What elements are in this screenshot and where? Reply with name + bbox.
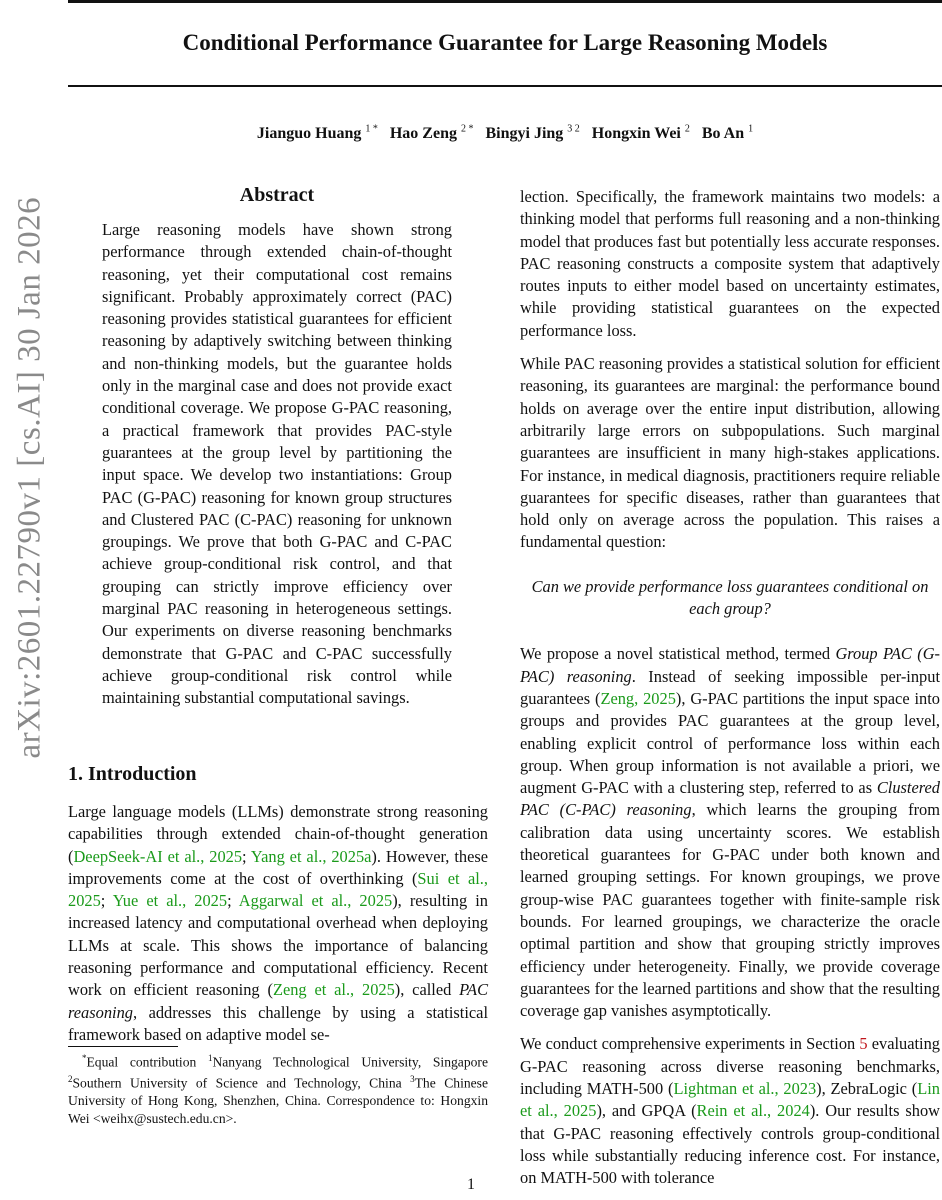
introduction-body (68, 801, 488, 1046)
title-rule (68, 85, 942, 87)
text-span: ; (100, 891, 113, 911)
abstract-body (102, 219, 452, 710)
text-span: ). However, these improvements come at the cost of overthinking ( (68, 846, 488, 888)
text-span: ; (227, 891, 239, 911)
author-affiliation: 1 (748, 124, 754, 135)
text-span: . Instead of seeking impossible per-input guarantees ( (520, 666, 941, 708)
citation-link[interactable]: Rein et al., 2024 (696, 1101, 810, 1121)
text-span: evaluating G-PAC reasoning across diverse reasoning benchmarks, including MATH-500 ( (520, 1034, 940, 1098)
text-span: Large language models (LLMs) demonstrate strong reasoning capabilities through extended chain-of-thought generation ( (68, 802, 488, 866)
paragraph (102, 219, 452, 710)
text-span: ; (242, 846, 251, 866)
author-affiliation: 2 * (460, 124, 474, 135)
top-rule (68, 0, 942, 3)
author-list (68, 124, 942, 143)
emphasis-text: Clustered PAC (C-PAC) reasoning (520, 778, 940, 820)
paragraph (520, 1033, 940, 1189)
text-span: We propose a novel statistical method, termed (520, 644, 836, 664)
text-span: , addresses this challenge by using a statistical framework based on adaptive model se- (68, 1002, 488, 1044)
text-span: ), resulting in increased latency and computational overhead when deploying LLMs at scale. This shows the importance of balancing reasoning performance and computational efficiency. Recent work on efficient reasoning ( (68, 891, 488, 1000)
text-span: Equal contribution (86, 1054, 208, 1070)
paragraph (520, 643, 940, 1022)
affiliation-marker: 2 (68, 1074, 73, 1085)
introduction-heading: 1. Introduction (68, 763, 197, 785)
arxiv-watermark: arXiv:2601.22790v1 [cs.AI] 30 Jan 2026 (11, 196, 48, 759)
author-name: Hao Zeng (389, 125, 457, 143)
right-column (520, 186, 940, 1200)
text-span: ), G-PAC partitions the input space into groups and provides PAC guarantees at the group level, enabling explicit control of performance loss within each group. When group information is not available a priori, we augment G-PAC with a clustering step, referred to as (520, 688, 940, 798)
paper-title: Conditional Performance Guarantee for Large Reasoning Models (182, 30, 828, 55)
author (257, 125, 378, 142)
affiliation-marker: * (82, 1053, 87, 1063)
citation-link[interactable]: Yang et al., 2025a (250, 846, 372, 866)
citation-link[interactable]: Lightman et al., 2023 (673, 1078, 817, 1098)
text-span: While PAC reasoning provides a statistical solution for efficient reasoning, its guarantees are marginal: the performance bound holds on average over the entire input distribution, allowing arbitrarily large errors on subpopulations. Such marginal guarantees are insufficient in many high-stakes applications. For instance, in medical diagnosis, practitioners require reliable guarantees for specific diseases, rather than guarantees that hold only on average across the population. This raises a fundamental question: (520, 354, 940, 552)
author-name: Hongxin Wei (591, 125, 681, 143)
text-span: Southern University of Science and Technology, China (72, 1075, 411, 1091)
citation-link[interactable]: Sui et al., 2025 (68, 868, 488, 911)
text-span: Large reasoning models have shown strong performance through extended chain-of-thought reasoning, yet their computational cost remains significant. Probably approximately correct (PAC) reasoning provides statistical guarantees for efficient reasoning by adaptively switching between thinking and non-thinking models, but the guarantee holds only in the marginal case and does not provide exact conditional coverage. We propose G-PAC reasoning, a practical framework that provides PAC-style guarantees at the group level by partitioning the input space. We develop two instantiations: Group PAC (G-PAC) reasoning for known group structures and Clustered PAC (C-PAC) reasoning for unknown groupings. We prove that both G-PAC and C-PAC achieve group-conditional risk control, and that grouping can strictly improve efficiency over marginal PAC reasoning in heterogeneous settings. Our experiments on diverse reasoning benchmarks demonstrate that G-PAC and C-PAC successfully achieve group-conditional risk control while maintaining substantial computational savings. (102, 220, 452, 708)
emphasis-text: PAC reasoning (68, 980, 488, 1022)
text-span: , which learns the grouping from calibration data using uncertainty scores. We establish theoretical guarantees for G-PAC under both known and learned grouping settings. For known groupings, we prove group-wise PAC guarantees together with finite-sample risk bounds. For learned groupings, we characterize the oracle optimal partition and show that grouping strictly improves efficiency under heterogeneity. Finally, we provide coverage guarantees for the learned partitions and show that the resulting coverage gap vanishes asymptotically. (520, 800, 940, 1021)
author-name: Jianguo Huang (256, 125, 362, 143)
text-span: ). Our results show that G-PAC reasoning effectively controls group-conditional loss while substantially reducing inference cost. For instance, on MATH-500 with tolerance (520, 1101, 940, 1188)
author (485, 125, 579, 142)
citation-link[interactable]: Zeng, 2025 (600, 688, 676, 708)
citation-link[interactable]: Lin et al., 2025 (520, 1078, 940, 1121)
text-span: Nanyang Technological University, Singapore (212, 1054, 488, 1070)
citation-link[interactable]: Zeng et al., 2025 (272, 980, 395, 1000)
text-span: The Chinese University of Hong Kong, Shenzhen, China. Correspondence to: Hongxin Wei <weihx@sustech.edu.cn>. (68, 1075, 489, 1126)
author-name: Bo An (701, 125, 745, 143)
author (390, 125, 474, 142)
text-span: ), and GPQA ( (596, 1101, 697, 1121)
text-span: We conduct comprehensive experiments in Section (520, 1034, 860, 1054)
affiliation-marker: 3 (410, 1074, 415, 1085)
text-span: ), ZebraLogic ( (816, 1078, 918, 1098)
footnote-rule (68, 1046, 178, 1047)
author-affiliation: 3 2 (567, 124, 580, 135)
author (702, 125, 753, 142)
footnote (68, 1050, 488, 1127)
author-affiliation: 1 * (365, 124, 378, 135)
author (592, 125, 690, 142)
research-question: Can we provide performance loss guarantees conditional on each group? (531, 576, 929, 619)
paragraph (520, 186, 940, 342)
author-affiliation: 2 (684, 124, 690, 135)
paragraph (520, 353, 940, 554)
citation-link[interactable]: Aggarwal et al., 2025 (238, 891, 393, 911)
citation-link[interactable]: DeepSeek-AI et al., 2025 (73, 846, 243, 866)
affiliation-marker: 1 (207, 1053, 213, 1063)
paragraph (68, 801, 488, 1046)
text-span: ), called (394, 980, 460, 1000)
section-reference-link[interactable]: 5 (859, 1034, 868, 1054)
citation-link[interactable]: Yue et al., 2025 (112, 891, 228, 911)
emphasis-text: Group PAC (G-PAC) reasoning (520, 644, 941, 686)
text-span: lection. Specifically, the framework maintains two models: a thinking model that performs full reasoning and a non-thinking model that produces fast but potentially less accurate responses. PAC reasoning constructs a composite system that adaptively routes inputs to either model based on uncertainty estimates, while providing statistical guarantees on the expected performance loss. (520, 187, 940, 340)
author-name: Bingyi Jing (485, 125, 564, 143)
abstract-heading: Abstract (239, 184, 315, 206)
page-number: 1 (467, 1176, 475, 1193)
